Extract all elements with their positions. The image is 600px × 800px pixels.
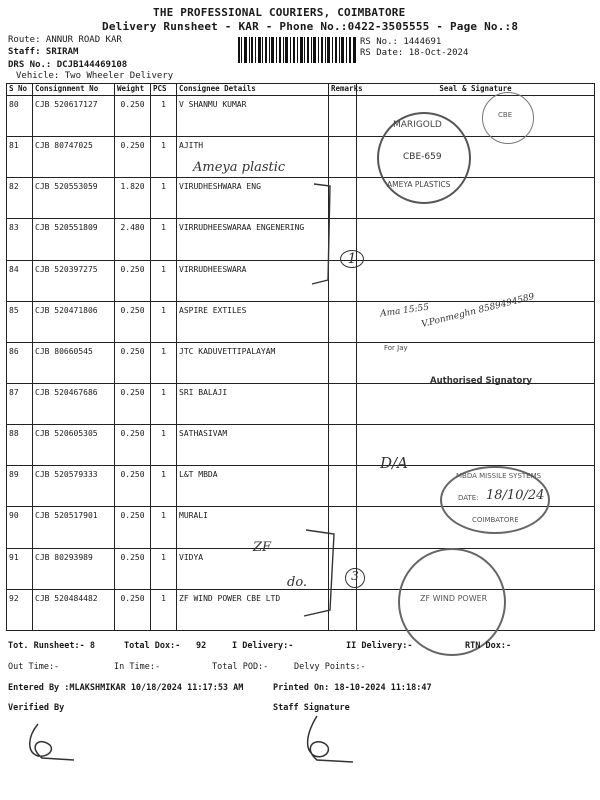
drs-number: DRS No.: DCJB144469108 [8, 60, 128, 70]
col-consignee: Consignee Details [177, 84, 329, 96]
row-sno: 90 [7, 507, 33, 548]
row-consignment: CJB 80660545 [33, 342, 115, 383]
row-consignment: CJB 520484482 [33, 589, 115, 630]
row-pcs: 1 [151, 425, 177, 466]
row-sno: 91 [7, 548, 33, 589]
row-pcs: 1 [151, 96, 177, 137]
row-consignment: CJB 520579333 [33, 466, 115, 507]
staff-label: Staff: SRIRAM [8, 47, 79, 57]
verified-by: Verified By [8, 703, 65, 713]
staff-signature-scribble [295, 712, 355, 768]
row-remarks [329, 96, 357, 137]
row-sno: 92 [7, 589, 33, 630]
row-consignee: ZF WIND POWER CBE LTD [177, 589, 329, 630]
row-consignee: ASPIRE EXTILES [177, 301, 329, 342]
row-consignee: SRI BALAJI [177, 383, 329, 424]
staff-signature: Staff Signature [273, 703, 350, 713]
row-sno: 89 [7, 466, 33, 507]
marigold-stamp [377, 112, 471, 204]
row-weight: 0.250 [115, 96, 151, 137]
bracket-scribble-2 [300, 520, 340, 620]
row-sno: 87 [7, 383, 33, 424]
mbda-stamp [440, 466, 550, 534]
rtn-dox: RTN Dox:- [465, 641, 512, 651]
row-consignment: CJB 80747025 [33, 137, 115, 178]
row-seal-signature [357, 219, 595, 260]
handwriting-r88: D/A [380, 454, 408, 472]
out-time: Out Time:- [8, 662, 60, 672]
row-pcs: 1 [151, 260, 177, 301]
mbda-stamp-top: MBDA MISSILE SYSTEMS [456, 472, 542, 480]
mbda-stamp-bottom: COIMBATORE [472, 516, 519, 524]
runsheet-subtitle: Delivery Runsheet - KAR - Phone No.:0422-3505555 - Page No.:8 [102, 20, 519, 33]
row-sno: 88 [7, 425, 33, 466]
row-sno: 80 [7, 96, 33, 137]
delvy-points: Delvy Points:- [294, 662, 366, 672]
row-weight: 0.250 [115, 466, 151, 507]
row-remarks [329, 425, 357, 466]
row-pcs: 1 [151, 589, 177, 630]
row-pcs: 1 [151, 548, 177, 589]
row-consignment: CJB 520553059 [33, 178, 115, 219]
row-remarks [329, 301, 357, 342]
row-weight: 2.480 [115, 219, 151, 260]
row-weight: 0.250 [115, 342, 151, 383]
col-seal: Seal & Signature [357, 84, 595, 96]
table-row [7, 260, 595, 301]
cbe-small-stamp [482, 92, 534, 144]
row-consignment: CJB 520471806 [33, 301, 115, 342]
col-pcs: PCS [151, 84, 177, 96]
row-pcs: 1 [151, 466, 177, 507]
verified-signature [18, 716, 78, 766]
row-weight: 0.250 [115, 260, 151, 301]
table-row [7, 425, 595, 466]
row-remarks [329, 137, 357, 178]
handwriting-r85b: V.Ponmeghn 8589494589 [420, 292, 536, 330]
handwriting-r91b: do. [287, 575, 308, 590]
row-consignment: CJB 520605305 [33, 425, 115, 466]
col-remarks: Remarks [329, 84, 357, 96]
row-pcs: 1 [151, 383, 177, 424]
handwriting-r85a: Ama 15:55 [379, 302, 430, 320]
handwriting-r91a: ZF [253, 540, 272, 555]
row-consignee: MURALI [177, 507, 329, 548]
total-pod: Total POD:- [212, 662, 269, 672]
table-row [7, 219, 595, 260]
row-pcs: 1 [151, 507, 177, 548]
company-title: THE PROFESSIONAL COURIERS, COIMBATORE [153, 6, 406, 19]
rs-number: RS No.: 1444691 [360, 37, 442, 47]
marigold-stamp-bottom: AMEYA PLASTICS [387, 180, 451, 189]
route-label: Route: ANNUR ROAD KAR [8, 35, 122, 45]
row-sno: 81 [7, 137, 33, 178]
row-sno: 82 [7, 178, 33, 219]
total-dox-value: 92 [196, 641, 207, 651]
row-consignee: AJITH [177, 137, 329, 178]
row-pcs: 1 [151, 219, 177, 260]
row-seal-signature [357, 260, 595, 301]
row-sno: 86 [7, 342, 33, 383]
row-consignment: CJB 80293989 [33, 548, 115, 589]
row-consignment: CJB 520617127 [33, 96, 115, 137]
mbda-date-label: DATE: [458, 494, 479, 502]
row-sno: 83 [7, 219, 33, 260]
row-remarks [329, 383, 357, 424]
for-line: For Jay [384, 344, 408, 352]
printed-on: Printed On: 18-10-2024 11:18:47 [273, 683, 432, 693]
row-consignee: VIRUDHESHWARA ENG [177, 178, 329, 219]
row-consignment: CJB 520517901 [33, 507, 115, 548]
row-seal-signature [357, 383, 595, 424]
mbda-date-value: 18/10/24 [486, 488, 545, 503]
handwriting-r81: Ameya plastic [193, 160, 286, 175]
row-weight: 0.250 [115, 301, 151, 342]
col-sno: S No [7, 84, 33, 96]
handwriting-mark-r83: 1 [340, 250, 364, 268]
barcode [238, 37, 356, 63]
row-consignment: CJB 520397275 [33, 260, 115, 301]
row-weight: 0.250 [115, 507, 151, 548]
col-consignment: Consignment No [33, 84, 115, 96]
row-weight: 0.250 [115, 137, 151, 178]
row-sno: 85 [7, 301, 33, 342]
table-row [7, 178, 595, 219]
cbe-small-stamp-text: CBE [498, 111, 513, 119]
row-remarks [329, 466, 357, 507]
row-weight: 0.250 [115, 425, 151, 466]
row-weight: 1.820 [115, 178, 151, 219]
row-pcs: 1 [151, 342, 177, 383]
row-consignee: JTC KADUVETTIPALAYAM [177, 342, 329, 383]
bracket-scribble [310, 180, 334, 290]
row-consignee: VIDYA [177, 548, 329, 589]
zf-stamp [398, 548, 506, 656]
row-consignee: VIRRUDHEESWARA [177, 260, 329, 301]
table-row [7, 383, 595, 424]
row-consignee: SATHASIVAM [177, 425, 329, 466]
row-consignee: L&T MBDA [177, 466, 329, 507]
col-weight: Weight [115, 84, 151, 96]
i-delivery: I Delivery:- [232, 641, 294, 651]
row-weight: 0.250 [115, 383, 151, 424]
row-weight: 0.250 [115, 548, 151, 589]
total-dox-label: Total Dox:- [124, 641, 181, 651]
authorised-signatory: Authorised Signatory [430, 376, 533, 386]
row-consignment: CJB 520467686 [33, 383, 115, 424]
row-consignee: VIRRUDHEESWARAA ENGENERING [177, 219, 329, 260]
ii-delivery: II Delivery:- [346, 641, 413, 651]
row-pcs: 1 [151, 137, 177, 178]
row-weight: 0.250 [115, 589, 151, 630]
row-remarks [329, 342, 357, 383]
marigold-stamp-code: CBE-659 [403, 152, 442, 162]
row-consignee: V SHANMU KUMAR [177, 96, 329, 137]
row-sno: 84 [7, 260, 33, 301]
rs-date: RS Date: 18-Oct-2024 [360, 48, 469, 58]
zf-stamp-text: ZF WIND POWER [420, 594, 488, 603]
row-pcs: 1 [151, 301, 177, 342]
in-time: In Time:- [114, 662, 161, 672]
row-pcs: 1 [151, 178, 177, 219]
entered-by: Entered By :MLAKSHMIKAR 10/18/2024 11:17:53 AM [8, 683, 244, 693]
row-consignment: CJB 520551809 [33, 219, 115, 260]
tot-runsheet: Tot. Runsheet:- 8 [8, 641, 95, 651]
handwriting-r91-num: 3 [345, 568, 365, 588]
vehicle-label: Vehicle: Two Wheeler Delivery [16, 71, 174, 81]
marigold-stamp-top: MARIGOLD [393, 120, 442, 130]
